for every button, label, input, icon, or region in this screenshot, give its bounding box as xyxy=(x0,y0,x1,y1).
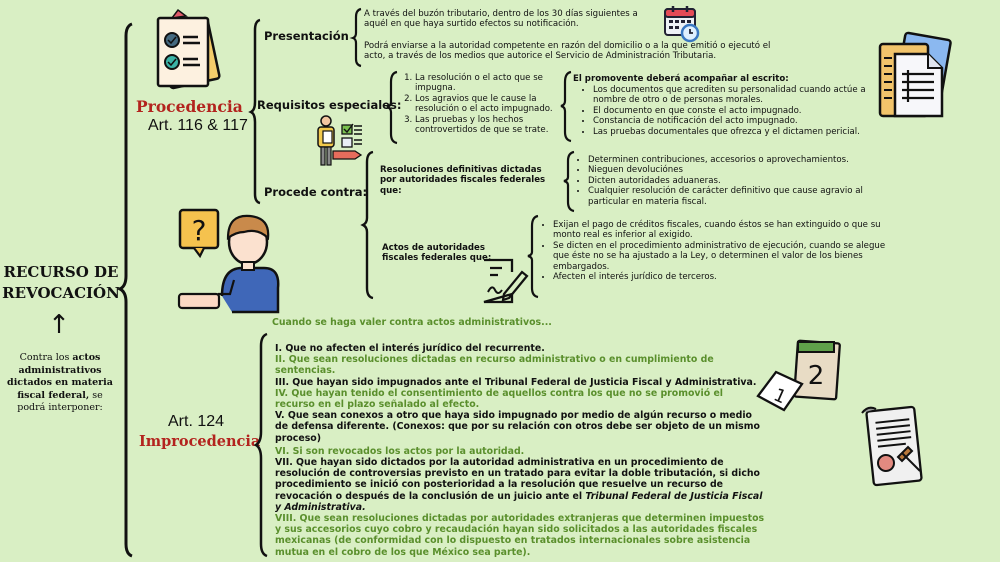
svg-text:2: 2 xyxy=(807,361,825,391)
procede-brace xyxy=(362,150,374,300)
title-line-2: REVOCACIÓN xyxy=(2,284,120,302)
improcedencia-intro: Cuando se haga valer contra actos administrativos... xyxy=(272,317,552,328)
acompanar-brace xyxy=(560,70,572,142)
presentacion-text-1: A través del buzón tributario, dentro de los 30 días siguientes a aquél en que haya surtido efectos su notificación. xyxy=(364,9,638,30)
acompanar-item: • Constancia de notificación del acto impugnado. xyxy=(593,116,883,126)
presentacion-text-2: Podrá enviarse a la autoridad competente en razón del domicilio o a la que emitió o ejecutó el acto, a través de los medios que autorice el Servicio de Administración Tributaria. xyxy=(364,41,771,62)
clipboard-checklist-icon xyxy=(150,12,225,94)
acompanar-item: • Los documentos que acrediten su personalidad cuando actúe a nombre de otro o de personas morales. xyxy=(593,85,883,106)
intro-post: se podrá interponer: xyxy=(17,389,103,413)
improcedencia-articles: Art. 124 xyxy=(168,413,225,430)
documents-stack-icon xyxy=(878,30,950,120)
intro-bold: actos administrativos dictados en materia fiscal federal, xyxy=(7,352,113,401)
legal-scroll-gavel-icon xyxy=(858,403,938,493)
presentacion-brace xyxy=(352,7,362,67)
procedencia-articles: Art. 116 & 117 xyxy=(148,117,248,134)
requisito-item: 2. Los agravios que le cause la resolución o el acto impugnado. xyxy=(415,94,580,115)
improcedencia-item: I. Que no afecten el interés jurídico del recurrente. xyxy=(275,343,545,354)
improcedencia-item-8: VIII. Que sean resoluciones dictadas por autoridades extranjeras que determinen impuestos y sus accesorios cuyo cobro y recaudación hayan sido solicitados a las autoridades fiscales mexicanas (de conformidad con lo dispuesto en tratados internacionales sobre asistencia mutua en el cobro de los que México sea parte). xyxy=(275,513,765,558)
acompanar-title: El promovente deberá acompañar al escrito: xyxy=(573,74,789,84)
resoluciones-label: Resoluciones definitivas dictadas por autoridades fiscales federales que: xyxy=(380,165,546,196)
actos-list xyxy=(539,220,888,282)
requisito-item: 3. Las pruebas y los hechos controvertidos de que se trate. xyxy=(415,115,580,136)
requisitos-label: Requisitos especiales: xyxy=(257,98,402,112)
resoluciones-list xyxy=(574,155,888,207)
calendar-pages-icon xyxy=(752,338,842,418)
item7-text: VII. Que hayan sido dictados por la autoridad administrativa en un procedimiento de resolución de controversias previsto en un tratado para evitar la doble tributación, si dicho procedimiento se inició con posterioridad a la resolución que resuelve un recurso de revocación o después de la conclusión de un juicio ante el xyxy=(275,457,761,502)
acompanar-item: • Las pruebas documentales que ofrezca y el dictamen pericial. xyxy=(593,127,883,137)
actos-item: • Afecten el interés jurídico de terceros. xyxy=(553,272,888,282)
improcedencia-item: III. Que hayan sido impugnados ante el Tribunal Federal de Justicia Fiscal y Administrativa. xyxy=(275,376,757,388)
actos-item: • Se dicten en el procedimiento administrativo de ejecución, cuando se alegue que éste no se ha ajustado a la Ley, o determinen el valor de los bienes embargados. xyxy=(553,241,888,272)
improcedencia-heading: Improcedencia xyxy=(139,433,261,450)
person-question-icon xyxy=(178,208,282,312)
svg-text:1: 1 xyxy=(770,384,790,409)
title-line-1: RECURSO DE xyxy=(3,263,119,281)
item7-italic: Tribunal Federal de Justicia Fiscal y Administrativa. xyxy=(275,490,763,513)
resoluciones-item: • Nieguen devoluciónes xyxy=(588,165,888,175)
requisitos-brace xyxy=(386,70,398,144)
arrow-up-icon: ↑ xyxy=(48,310,70,340)
resoluciones-item: • Dicten autoridades aduaneras. xyxy=(588,176,888,186)
main-brace xyxy=(118,22,134,557)
root-title xyxy=(2,262,120,304)
presentacion-label: Presentación xyxy=(264,29,349,43)
acompanar-list xyxy=(579,85,883,137)
acompanar-item: • El documento en que conste el acto impugnado. xyxy=(593,106,883,116)
actos-item: • Exijan el pago de créditos fiscales, cuando éstos se han extinguido o que su monto real es inferior al exigido. xyxy=(553,220,888,241)
requisito-item: 1. La resolución o el acto que se impugna. xyxy=(415,73,580,94)
root-intro xyxy=(4,352,116,415)
requisitos-list xyxy=(401,73,580,135)
improcedencia-item: V. Que sean conexos a otro que haya sido impugnado por medio de algún recurso o medio de defensa diferente. (Conexos: que por su relación con otros debe ser objeto de un mismo proceso) xyxy=(275,410,760,444)
procedencia-heading: Procedencia xyxy=(136,97,243,116)
improcedencia-item: IV. Que hayan tenido el consentimiento de aquellos contra los que no se promovió el recurso en el plazo señalado al efecto. xyxy=(275,387,724,411)
contract-sign-icon xyxy=(482,258,532,304)
actos-label: Actos de autoridades fiscales federales que: xyxy=(382,243,492,264)
improcedencia-item-7 xyxy=(275,457,765,513)
improcedencia-list xyxy=(275,343,765,558)
improcedencia-item: II. Que sean resoluciones dictadas en recurso administrativo o en cumplimiento de sentencias. xyxy=(275,354,714,377)
calendar-clock-icon xyxy=(663,5,701,43)
procede-label: Procede contra: xyxy=(264,185,368,199)
resoluciones-item: • Cualquier resolución de carácter definitivo que cause agravio al particular en materia fiscal. xyxy=(588,186,888,207)
svg-text:?: ? xyxy=(191,214,207,247)
resoluciones-item: • Determinen contribuciones, accesorios o aprovechamientos. xyxy=(588,155,888,165)
improcedencia-item: VI. Si son revocados los actos por la autoridad. xyxy=(275,445,525,457)
intro-pre: Contra los xyxy=(19,352,73,363)
improcedencia-brace xyxy=(255,332,269,558)
